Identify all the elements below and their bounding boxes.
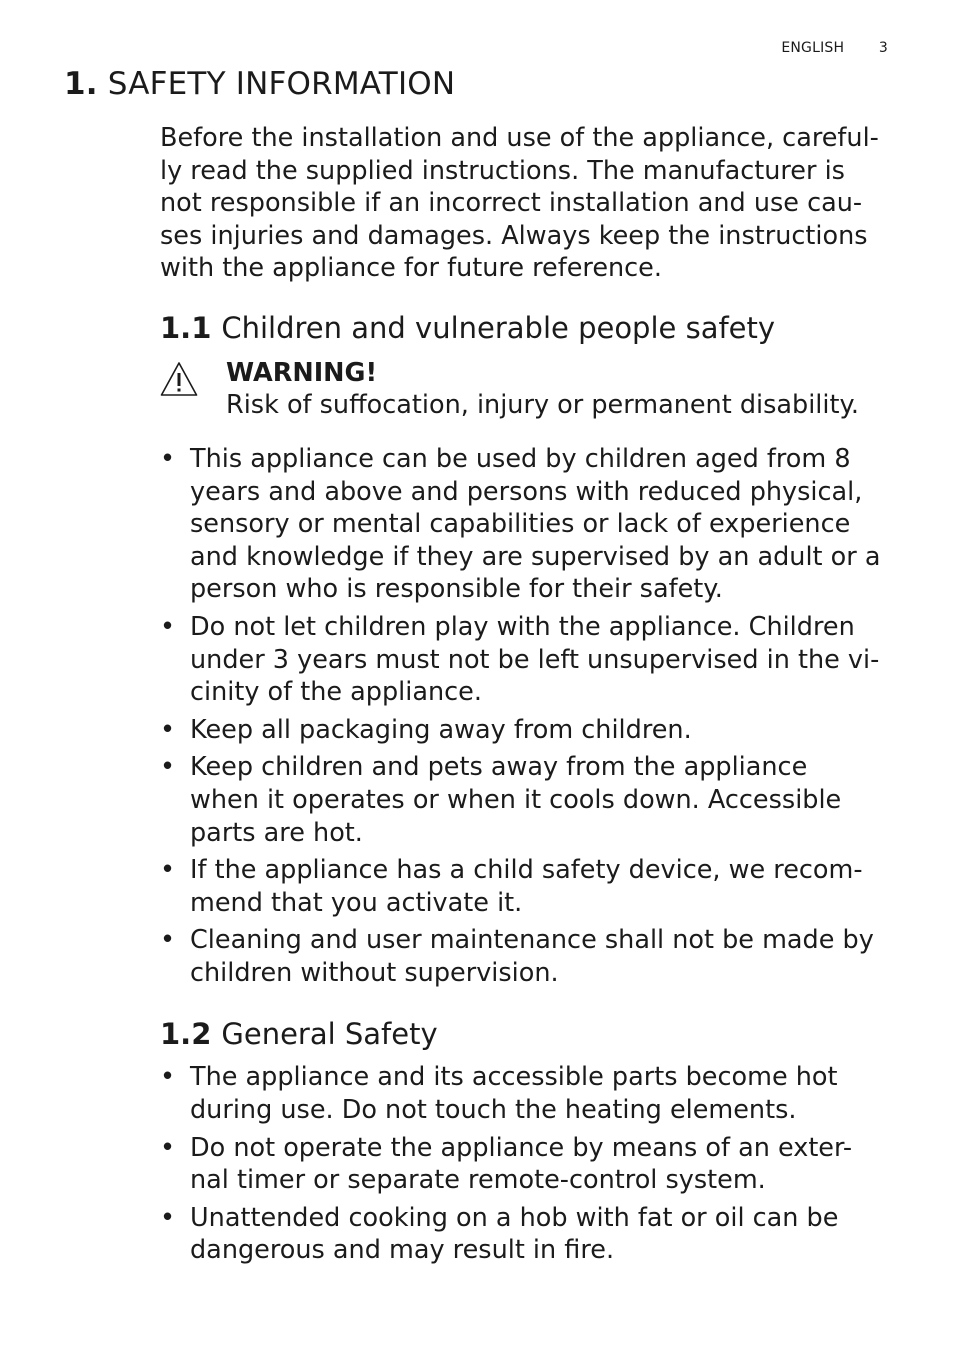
list-item-line: parts are hot. [190, 817, 363, 848]
list-item-line: person who is responsible for their safety. [190, 574, 723, 605]
intro-line: not responsible if an incorrect installation and use cau- [160, 188, 863, 219]
page-number: 3 [878, 40, 888, 56]
list-item-line: nal timer or separate remote-control system. [190, 1165, 766, 1196]
bullet-icon: • [160, 443, 176, 474]
running-header [781, 40, 888, 56]
bullet-icon: • [160, 855, 176, 886]
intro-line: with the appliance for future reference. [160, 253, 662, 284]
bullet-icon: • [160, 611, 176, 642]
warning-title: WARNING! [226, 357, 378, 388]
bullet-icon: • [160, 714, 176, 745]
section-title: SAFETY INFORMATION [107, 66, 456, 102]
list-item [160, 714, 900, 747]
list-item-line: cinity of the appliance. [190, 677, 482, 708]
warning-triangle-icon [160, 361, 198, 397]
subsection-number: 1.2 [160, 1017, 212, 1052]
list-item-line: Do not operate the appliance by means of an exter- [190, 1132, 853, 1163]
general-safety-list [160, 1061, 900, 1267]
subsection-title: Children and vulnerable people safety [221, 310, 776, 345]
intro-line: ses injuries and damages. Always keep the instructions [160, 220, 868, 251]
list-item-line: children without supervision. [190, 957, 559, 988]
list-item-line: Keep children and pets away from the appliance [190, 752, 808, 783]
list-item-line: The appliance and its accessible parts become hot [190, 1062, 838, 1093]
list-item-line: Unattended cooking on a hob with fat or oil can be [190, 1202, 839, 1233]
list-item-line: Keep all packaging away from children. [190, 714, 692, 745]
list-item [160, 443, 900, 606]
warning-text: Risk of suffocation, injury or permanent disability. [226, 389, 860, 420]
intro-line: Before the installation and use of the appliance, careful- [160, 123, 879, 153]
list-item [160, 1132, 900, 1197]
bullet-icon: • [160, 1062, 176, 1093]
list-item-line: when it operates or when it cools down. Accessible [190, 784, 842, 815]
section-heading [64, 66, 455, 102]
list-item-line: years and above and persons with reduced physical, [190, 476, 863, 507]
list-item-line: and knowledge if they are supervised by an adult or a [190, 541, 881, 572]
list-item [160, 1061, 900, 1126]
list-item-line: under 3 years must not be left unsupervised in the vi- [190, 644, 880, 675]
subsection-heading-children-safety [160, 311, 900, 345]
list-item [160, 1202, 900, 1267]
list-item-line: If the appliance has a child safety device, we recom- [190, 855, 863, 886]
intro-paragraph [160, 122, 900, 285]
language-label: ENGLISH [781, 40, 845, 56]
list-item [160, 751, 900, 849]
intro-line: ly read the supplied instructions. The manufacturer is [160, 155, 845, 186]
bullet-icon: • [160, 1132, 176, 1163]
list-item-line: This appliance can be used by children aged from 8 [190, 443, 851, 474]
warning-box [160, 357, 900, 421]
bullet-icon: • [160, 1202, 176, 1233]
bullet-icon: • [160, 925, 176, 956]
list-item [160, 924, 900, 989]
section-number: 1. [64, 66, 98, 102]
bullet-icon: • [160, 752, 176, 783]
list-item-line: dangerous and may result in fire. [190, 1235, 615, 1266]
list-item [160, 854, 900, 919]
subsection-title: General Safety [221, 1017, 438, 1052]
list-item-line: during use. Do not touch the heating elements. [190, 1095, 797, 1126]
subsection-number: 1.1 [160, 310, 212, 345]
subsection-heading-general-safety [160, 1017, 900, 1051]
list-item-line: Do not let children play with the appliance. Children [190, 611, 855, 642]
list-item-line: Cleaning and user maintenance shall not be made by [190, 925, 874, 956]
list-item-line: sensory or mental capabilities or lack of experience [190, 509, 851, 540]
children-safety-list [160, 443, 900, 990]
section-content [160, 122, 900, 1272]
list-item [160, 611, 900, 709]
list-item-line: mend that you activate it. [190, 887, 523, 918]
